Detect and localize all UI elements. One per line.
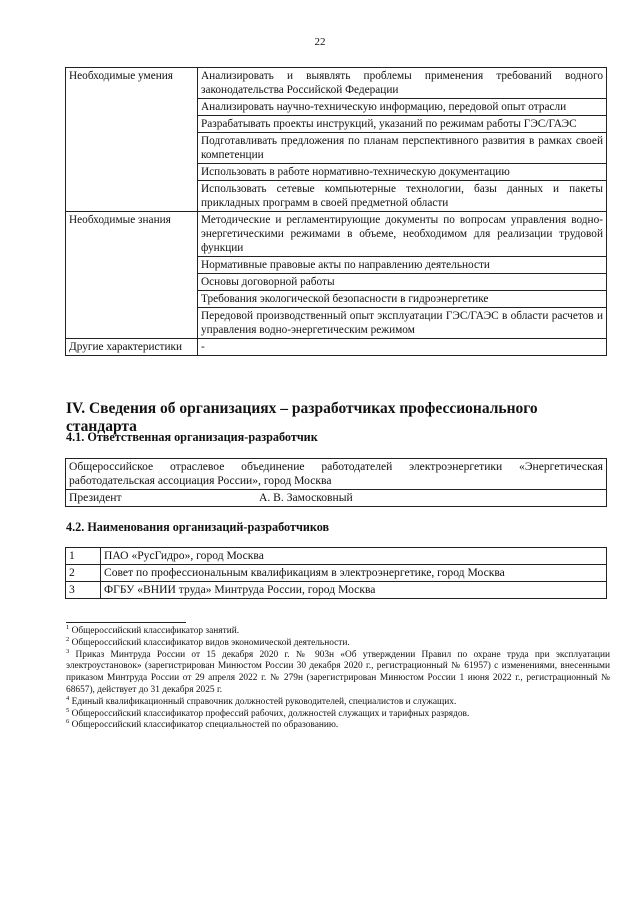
footnote-mark: 2 bbox=[66, 635, 70, 643]
footnote bbox=[66, 706, 610, 721]
knowledge-item: Передовой производственный опыт эксплуатации ГЭС/ГАЭС в области расчетов и управления водно-энергетическим режимом bbox=[198, 308, 607, 339]
developer-number: 1 bbox=[66, 548, 101, 565]
footnote-text: Приказ Минтруда России от 15 декабря 2020 г. № 903н «Об утверждении Правил по охране труда при эксплуатации электроустановок» (зарегистрирован Минюстом России 30 декабря 2020 г., регистрационный № 61957) с изменениями, внесенными приказом Минтруда России от 29 апреля 2022 г. № 279н (зарегистрирован Минюстом России 1 июня 2022 г., регистрационный № 68657), действует до 31 декабря 2025 г. bbox=[66, 649, 610, 695]
table-row bbox=[66, 339, 607, 356]
table-row bbox=[66, 565, 607, 582]
section-title: IV. Сведения об организациях – разработчиках профессионального стандарта bbox=[66, 400, 538, 435]
footnote-mark: 4 bbox=[66, 694, 70, 702]
footnote-text: Общероссийский классификатор профессий рабочих, должностей служащих и тарифных разрядов. bbox=[71, 708, 470, 719]
footnote bbox=[66, 647, 610, 697]
responsible-heading: 4.1. Ответственная организация-разработчик bbox=[66, 430, 318, 444]
page-number: 22 bbox=[314, 36, 326, 48]
developer-number: 3 bbox=[66, 582, 101, 599]
footnote-text: Общероссийский классификатор видов экономической деятельности. bbox=[71, 637, 350, 648]
table-row bbox=[66, 459, 607, 490]
knowledge-item: Нормативные правовые акты по направлению деятельности bbox=[198, 257, 607, 274]
signatory-role: Президент bbox=[69, 491, 122, 504]
footnote-mark: 5 bbox=[66, 706, 70, 714]
knowledge-item: Основы договорной работы bbox=[198, 274, 607, 291]
responsible-table bbox=[65, 458, 607, 507]
other-label: Другие характеристики bbox=[66, 339, 198, 356]
responsible-organization: Общероссийское отраслевое объединение работодателей электроэнергетики «Энергетическая работодательская ассоциация России», город Москва bbox=[66, 459, 607, 490]
signatory-cell bbox=[66, 490, 607, 507]
skill-item: Анализировать научно-техническую информацию, передовой опыт отрасли bbox=[198, 99, 607, 116]
signatory-name: А. В. Замосковный bbox=[259, 491, 353, 504]
footnote-mark: 3 bbox=[66, 647, 70, 655]
knowledge-item: Методические и регламентирующие документы по вопросам управления водно-энергетическими режимами в объеме, необходимом для реализации трудовой функции bbox=[198, 212, 607, 257]
footnote-mark: 1 bbox=[66, 623, 70, 631]
footnote bbox=[66, 694, 610, 709]
footnote-text: Общероссийский классификатор специальностей по образованию. bbox=[71, 720, 339, 731]
table-row bbox=[66, 548, 607, 565]
skill-item: Разрабатывать проекты инструкций, указаний по режимам работы ГЭС/ГАЭС bbox=[198, 116, 607, 133]
footnote bbox=[66, 635, 610, 650]
footnote-divider bbox=[66, 622, 186, 623]
table-row bbox=[66, 490, 607, 507]
table-row bbox=[66, 68, 607, 99]
developer-number: 2 bbox=[66, 565, 101, 582]
table-row bbox=[66, 212, 607, 257]
developer-name: ФГБУ «ВНИИ труда» Минтруда России, город Москва bbox=[101, 582, 607, 599]
developers-table bbox=[65, 547, 607, 599]
table-row bbox=[66, 582, 607, 599]
knowledge-item: Требования экологической безопасности в гидроэнергетике bbox=[198, 291, 607, 308]
footnote-text: Единый квалификационный справочник должностей руководителей, специалистов и служащих. bbox=[71, 696, 457, 707]
developer-name: Совет по профессиональным квалификациям в электроэнергетике, город Москва bbox=[101, 565, 607, 582]
knowledge-label: Необходимые знания bbox=[66, 212, 198, 339]
footnote-text: Общероссийский классификатор занятий. bbox=[71, 626, 240, 636]
footnote-mark: 6 bbox=[66, 718, 70, 726]
skill-item: Использовать в работе нормативно-техническую документацию bbox=[198, 164, 607, 181]
footnote bbox=[66, 623, 610, 638]
signatory bbox=[69, 491, 603, 505]
skill-item: Использовать сетевые компьютерные технологии, базы данных и пакеты прикладных программ в своей предметной области bbox=[198, 181, 607, 212]
developer-name: ПАО «РусГидро», город Москва bbox=[101, 548, 607, 565]
footnote bbox=[66, 720, 610, 732]
developers-heading: 4.2. Наименования организаций-разработчиков bbox=[66, 520, 330, 534]
footnotes bbox=[66, 623, 610, 732]
skills-label: Необходимые умения bbox=[66, 68, 198, 212]
other-item: - bbox=[198, 339, 607, 356]
skill-item: Подготавливать предложения по планам перспективного развития в рамках своей компетенции bbox=[198, 133, 607, 164]
skill-item: Анализировать и выявлять проблемы применения требований водного законодательства Российской Федерации bbox=[198, 68, 607, 99]
requirements-table bbox=[65, 67, 607, 356]
